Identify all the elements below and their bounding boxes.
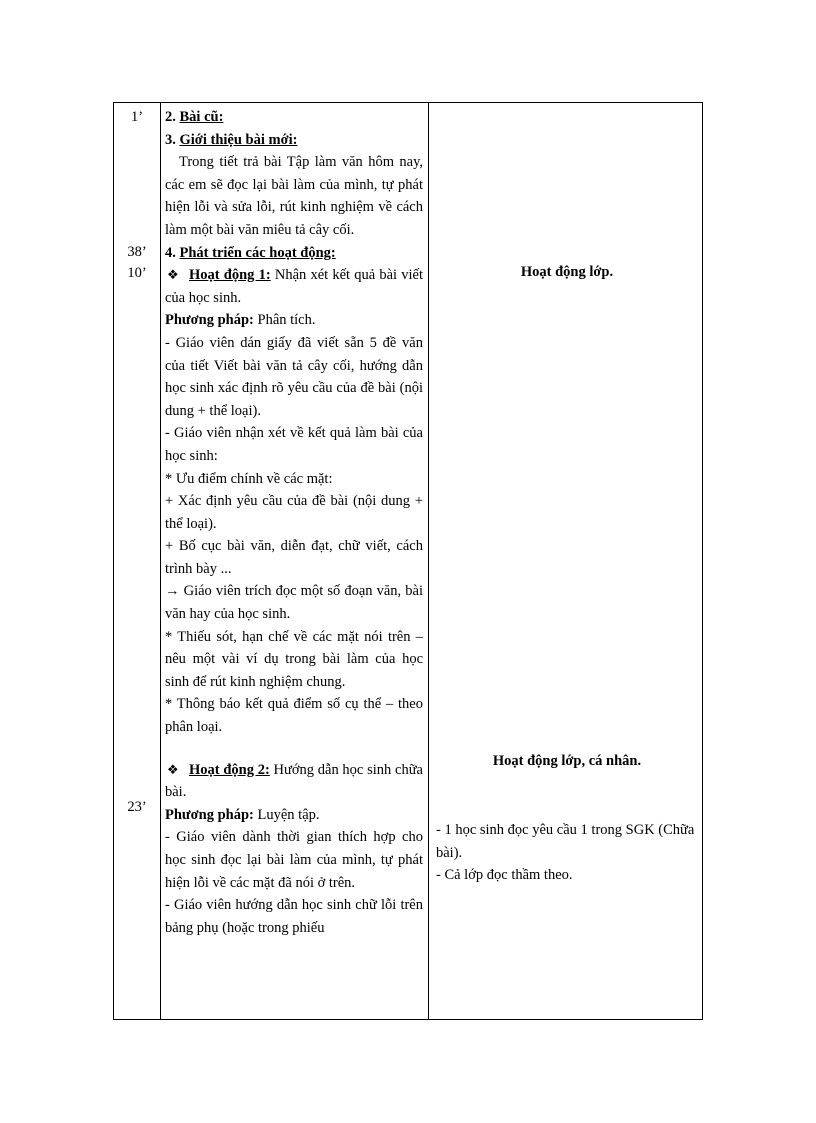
student-activities-column [433, 103, 701, 1019]
list-item: - 1 học sinh đọc yêu cầu 1 trong SGK (Chữa bài). [436, 822, 695, 861]
paragraph: → Giáo viên trích đọc một số đoạn văn, bài văn hay của học sinh. [165, 583, 423, 623]
paragraph: * Thiếu sót, hạn chế về các mặt nói trên – nêu một vài ví dụ trong bài làm của học sinh để rút kinh nghiệm chung. [165, 628, 423, 690]
paragraph: * Thông báo kết quả điểm số cụ thể – theo phân loại. [165, 696, 423, 736]
student-task-list [436, 819, 701, 887]
paragraph: - Giáo viên dành thời gian thích hợp cho học sinh đọc lại bài làm của mình, tự phát hiện lỗi về các mặt đã nói ở trên. [165, 829, 423, 891]
time-label: 1’ [130, 109, 144, 125]
activity-type-label: Hoạt động lớp, cá nhân. [492, 753, 642, 769]
paragraph: * Ưu điểm chính về các mặt: [165, 470, 333, 487]
teacher-activities-column [165, 106, 423, 939]
activity-heading: ❖ Hoạt động 2: Hướng dẫn học sinh chữa bài. [165, 759, 423, 804]
section-heading: 4. Phát triển các hoạt động: [165, 244, 336, 261]
spacer [165, 739, 423, 759]
section-heading: 3. Giới thiệu bài mới: [165, 131, 298, 148]
paragraph: - Giáo viên dán giấy đã viết sẵn 5 đề văn của tiết Viết bài văn tả cây cối, hướng dẫn học sinh xác định rõ yêu cầu của đề bài (nội dung + thể loại). [165, 334, 423, 419]
time-column [114, 103, 160, 1019]
activity-type-label: Hoạt động lớp. [520, 264, 614, 280]
diamond-bullet-icon: ❖ [167, 267, 179, 283]
method-line: Phương pháp: Luyện tập. [165, 806, 320, 823]
diamond-bullet-icon: ❖ [167, 761, 179, 777]
activity-heading: ❖ Hoạt động 1: Nhận xét kết quả bài viết của học sinh. [165, 264, 423, 309]
method-line: Phương pháp: Phân tích. [165, 312, 316, 329]
time-label: 38’ [127, 244, 147, 260]
paragraph: + Xác định yêu cầu của đề bài (nội dung + thể loại). [165, 493, 423, 532]
time-label: 23’ [127, 799, 147, 815]
section-heading: 2. Bài cũ: [165, 109, 224, 125]
time-label: 10’ [127, 265, 147, 281]
paragraph: - Giáo viên nhận xét về kết quả làm bài của học sinh: [165, 425, 423, 464]
paragraph: + Bố cục bài văn, diễn đạt, chữ viết, cách trình bày ... [165, 538, 423, 577]
intro-paragraph: Trong tiết trả bài Tập làm văn hôm nay, các em sẽ đọc lại bài làm của mình, tự phát hiện lỗi và sửa lỗi, rút kinh nghiệm về cách làm một bài văn miêu tả cây cối. [165, 154, 423, 238]
column-divider [428, 103, 429, 1019]
lesson-plan-table [113, 102, 703, 1020]
list-item: - Cả lớp đọc thầm theo. [436, 867, 573, 884]
column-divider [160, 103, 161, 1019]
paragraph: - Giáo viên hướng dẫn học sinh chữ lỗi trên bảng phụ (hoặc trong phiếu [165, 897, 423, 936]
